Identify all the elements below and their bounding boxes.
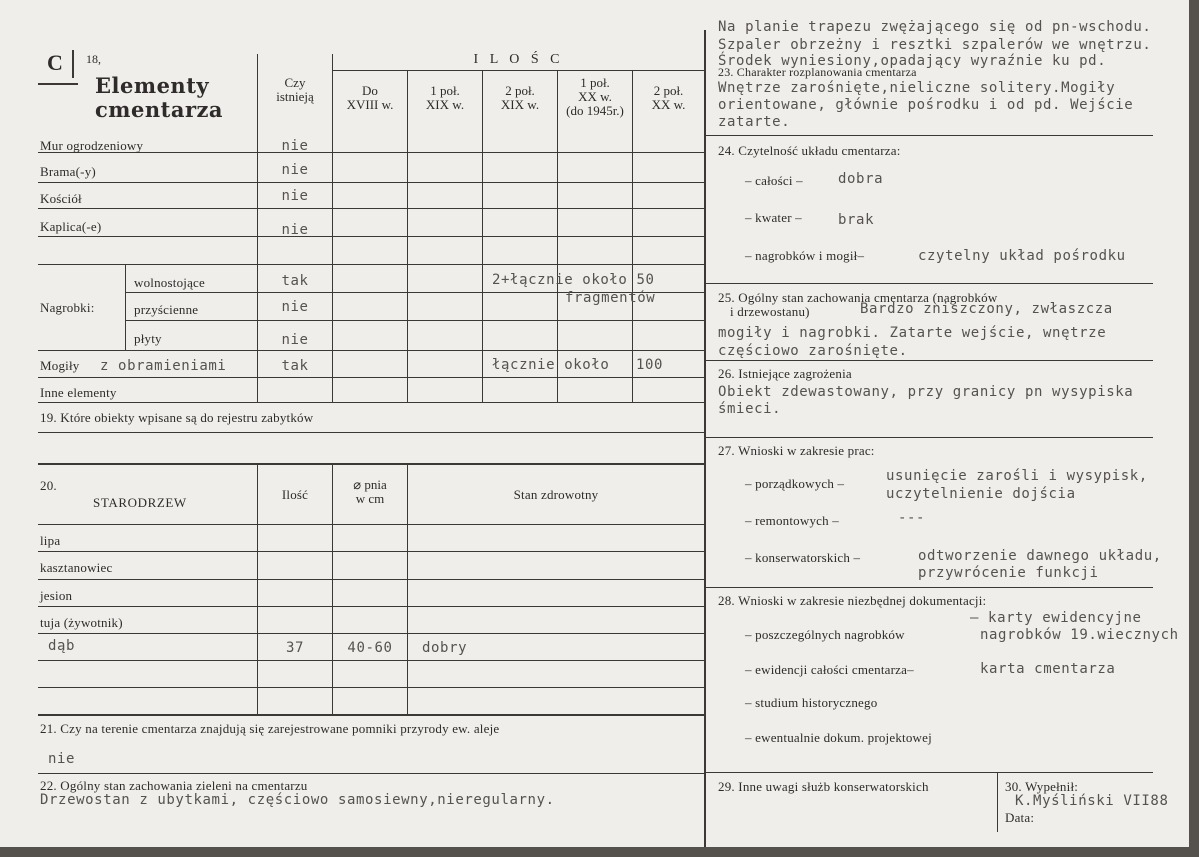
q30-label: 30. Wypełnił: — [1005, 779, 1079, 794]
starodrzew-pien-l2: w cm — [355, 491, 385, 506]
q25-label-1: 25. Ogólny stan zachowania cmentarza (nagrobków — [718, 290, 998, 305]
ilosc-col-4-l3: (do 1945r.) — [566, 103, 624, 118]
ilosc-col-2-l1: 1 poł. — [430, 83, 460, 98]
card-right-edge — [1189, 0, 1199, 857]
nagrobki-note-2: fragmentów — [565, 290, 656, 306]
q27-porzadkowych-answer-2: uczytelnienie dojścia — [886, 486, 1076, 502]
q25-label-2: i drzewostanu) — [730, 304, 810, 319]
q27-konserwatorskich-answer-2: przywrócenie funkcji — [918, 565, 1099, 581]
q23-label: 23. Charakter rozplanowania cmentarza — [718, 65, 917, 79]
q28-label: 28. Wnioski w zakresie niezbędnej dokumentacji: — [718, 593, 987, 608]
q28-nagrobkow-label: – poszczególnych nagrobków — [745, 627, 905, 642]
ilosc-col-1 — [333, 84, 407, 112]
q24-kwater-label: – kwater – — [745, 210, 802, 225]
q25-answer-3: częściowo zarośnięte. — [718, 343, 908, 359]
q24-nagrobkow-label: – nagrobków i mogił– — [745, 248, 865, 263]
ilosc-col-5 — [633, 84, 704, 112]
q24-kwater-answer: brak — [838, 212, 875, 228]
q19-label: 19. Które obiekty wpisane są do rejestru zabytków — [40, 410, 314, 425]
form-code: C — [47, 50, 63, 75]
q25-answer-2: mogiły i nagrobki. Zatarte wejście, wnętrze — [718, 325, 1107, 341]
q27-label: 27. Wnioski w zakresie prac: — [718, 443, 875, 458]
q26-answer-1: Obiekt zdewastowany, przy granicy pn wysypiska — [718, 384, 1134, 400]
starodrzew-stan-header: Stan zdrowotny — [513, 487, 599, 502]
col-czy-line2: istnieją — [276, 89, 314, 104]
tree-lipa: lipa — [40, 533, 61, 548]
starodrzew-header: STARODRZEW — [93, 495, 187, 510]
nagrobki-wolnostojace-value: tak — [281, 273, 309, 289]
q24-calosci-answer: dobra — [838, 171, 884, 187]
mogily-sub: z obramieniami — [100, 358, 227, 374]
q26-label: 26. Istniejące zagrożenia — [718, 366, 852, 381]
col-czy-line1: Czy — [284, 75, 306, 90]
starodrzew-pien-header — [333, 478, 407, 506]
starodrzew-ilosc-header: Ilość — [281, 487, 309, 502]
nagrobki-plyty-value: nie — [281, 332, 309, 348]
element-value-mur: nie — [281, 138, 309, 154]
tree-dab-diameter: 40-60 — [347, 640, 393, 656]
title-line1: Elementy — [95, 73, 210, 98]
layout-note-2: Szpaler obrzeżny i resztki szpalerów we wnętrzu. — [718, 37, 1152, 53]
q28-nagrobkow-answer-1: – karty ewidencyjne — [970, 610, 1142, 626]
ilosc-col-4 — [558, 76, 632, 118]
nagrobki-przyscienne-value: nie — [281, 299, 309, 315]
date-label: Data: — [1005, 810, 1035, 825]
inne-elementy-label: Inne elementy — [40, 385, 117, 400]
q23-answer-3: zatarte. — [718, 114, 791, 130]
q26-answer-2: śmieci. — [718, 401, 782, 417]
ilosc-col-2 — [408, 84, 482, 112]
ilosc-col-1-l2: XVIII w. — [346, 97, 394, 112]
tree-dab-condition: dobry — [422, 640, 468, 656]
ilosc-col-4-l2: XX w. — [578, 89, 612, 104]
nagrobki-note: 2+łącznie około 50 — [492, 272, 655, 288]
ilosc-col-5-l2: XX w. — [651, 97, 686, 112]
q20-number: 20. — [40, 478, 57, 493]
q28-projektowej-label: – ewentualnie dokum. projektowej — [745, 730, 932, 745]
q22-answer: Drzewostan z ubytkami, częściowo samosiewny,nieregularny. — [40, 792, 555, 808]
layout-note-3: Środek wyniesiony,opadający wyraźnie ku pd. — [718, 53, 1107, 69]
q27-konserwatorskich-label: – konserwatorskich – — [745, 550, 861, 565]
tree-kasztanowiec: kasztanowiec — [40, 560, 113, 575]
q23-answer-1: Wnętrze zarośnięte,nieliczne solitery.Mogiły — [718, 80, 1116, 96]
q25-answer-1: Bardzo zniszczony, zwłaszcza — [860, 301, 1113, 317]
tree-dab-name: dąb — [48, 638, 76, 654]
q21-answer: nie — [48, 751, 76, 767]
q28-ewidencji-label: – ewidencji całości cmentarza– — [745, 662, 914, 677]
starodrzew-pien-l1: ⌀ pnia — [353, 477, 387, 492]
q23-answer-2: orientowane, głównie pośrodku i od pd. Wejście — [718, 97, 1134, 113]
q24-nagrobkow-answer: czytelny układ pośrodku — [918, 248, 1126, 264]
nagrobki-label: Nagrobki: — [40, 300, 95, 315]
element-label-kosciol: Kościół — [40, 191, 82, 206]
card-bottom-edge — [0, 847, 1199, 857]
q27-porzadkowych-label: – porządkowych – — [745, 476, 845, 491]
q30-answer: K.Myśliński VII88 — [1015, 793, 1169, 809]
q29-label: 29. Inne uwagi służb konserwatorskich — [718, 779, 929, 794]
tree-dab-count: 37 — [285, 640, 305, 656]
q22-label: 22. Ogólny stan zachowania zieleni na cmentarzu — [40, 778, 308, 793]
nagrobki-wolnostojace-label: wolnostojące — [134, 275, 205, 290]
mogily-count: 100 — [636, 357, 664, 373]
q28-studium-label: – studium historycznego — [745, 695, 878, 710]
element-label-brama: Brama(-y) — [40, 164, 96, 179]
q28-ewidencji-answer: karta cmentarza — [980, 661, 1116, 677]
layout-note-1: Na planie trapezu zwężającego się od pn-wschodu. — [718, 19, 1152, 35]
q28-nagrobkow-answer-2: nagrobków 19.wiecznych — [980, 627, 1179, 643]
q27-remontowych-label: – remontowych – — [745, 513, 839, 528]
mogily-note: łącznie około — [492, 357, 610, 373]
nagrobki-przyscienne-label: przyścienne — [134, 302, 199, 317]
q27-porzadkowych-answer-1: usunięcie zarośli i wysypisk, — [886, 468, 1148, 484]
ilosc-col-5-l1: 2 poł. — [653, 83, 684, 98]
col-czy-istnieja — [258, 76, 332, 104]
title-line2: cmentarza — [95, 97, 224, 122]
ilosc-col-3 — [483, 84, 557, 112]
mogily-label: Mogiły — [40, 358, 80, 373]
ilosc-col-2-l2: XIX w. — [425, 97, 465, 112]
element-value-kosciol: nie — [281, 188, 309, 204]
ilosc-col-1-l1: Do — [362, 83, 378, 98]
q24-calosci-label: – całości – — [745, 173, 803, 188]
ilosc-col-4-l1: 1 poł. — [580, 75, 610, 90]
tree-jesion: jesion — [40, 588, 73, 603]
q24-label: 24. Czytelność układu cmentarza: — [718, 143, 901, 158]
tree-tuja: tuja (żywotnik) — [40, 615, 123, 630]
ilosc-title: I L O Ś C — [473, 52, 564, 67]
ilosc-col-3-l2: XIX w. — [500, 97, 540, 112]
element-label-kaplica: Kaplica(-e) — [40, 219, 102, 234]
q27-remontowych-answer: --- — [898, 510, 926, 526]
mogily-value: tak — [281, 358, 309, 374]
element-value-kaplica: nie — [281, 222, 309, 238]
element-value-brama: nie — [281, 162, 309, 178]
section-number: 18, — [86, 52, 101, 66]
element-label-mur: Mur ogrodzeniowy — [40, 138, 144, 153]
ilosc-col-3-l1: 2 poł. — [505, 83, 535, 98]
q27-konserwatorskich-answer-1: odtworzenie dawnego układu, — [918, 548, 1162, 564]
nagrobki-plyty-label: płyty — [134, 331, 162, 346]
form-code-divider — [72, 50, 74, 78]
q21-label: 21. Czy na terenie cmentarza znajdują się zarejestrowane pomniki przyrody ew. aleje — [40, 721, 500, 736]
